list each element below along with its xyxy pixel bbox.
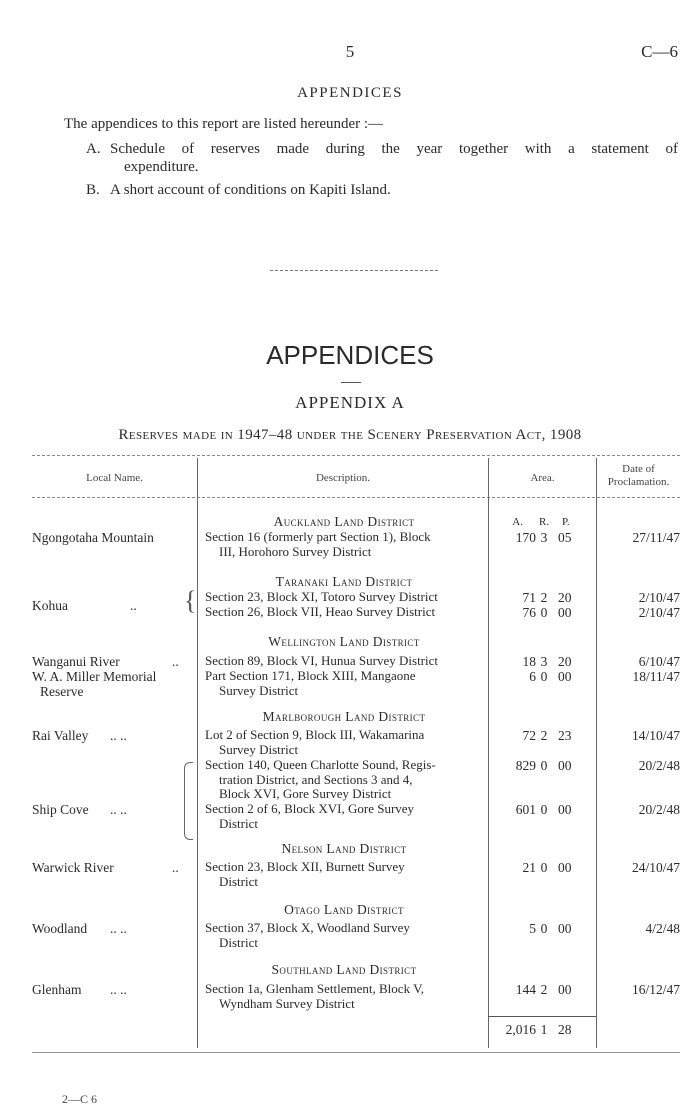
table-bottom-rule (32, 1052, 680, 1053)
proclamation-date: 27/11/47 (632, 530, 680, 545)
perches: 05 (558, 530, 572, 545)
appendix-list-item-a (86, 141, 678, 175)
table-top-rule (32, 455, 680, 456)
area-value (492, 654, 594, 669)
roods: 0 (540, 669, 548, 684)
district-heading: Taranaki Land District (275, 574, 413, 589)
description (205, 669, 485, 698)
area-value (492, 802, 594, 817)
description (205, 605, 485, 620)
unit-perches: P. (562, 516, 570, 528)
description-line: Section 1a, Glenham Settlement, Block V, (205, 981, 425, 996)
area-value (492, 728, 594, 743)
district-heading: Wellington Land District (268, 634, 420, 649)
acres: 21 (522, 860, 536, 875)
dot-leader: .. .. (110, 982, 127, 997)
district-heading: Auckland Land District (273, 514, 415, 529)
area-value (492, 860, 594, 875)
description (205, 654, 485, 669)
section-divider (270, 270, 438, 271)
brace-icon (184, 762, 193, 840)
dot-leader: .. (172, 860, 179, 875)
dot-leader: .. .. (110, 802, 127, 817)
page-footer: 2—C 6 (62, 1092, 98, 1106)
acres: 144 (515, 982, 536, 997)
appendices-heading: APPENDICES (297, 85, 403, 101)
perches: 20 (558, 590, 572, 605)
district-heading: Marlborough Land District (262, 709, 426, 724)
column-divider (596, 458, 597, 1048)
perches: 00 (558, 758, 572, 773)
local-name: Ngongotaha Mountain (32, 530, 154, 545)
area-value (492, 921, 594, 936)
acres: 72 (522, 728, 536, 743)
table-header-rule (32, 497, 680, 498)
description (205, 758, 485, 802)
header-date-line1: Date of (622, 463, 655, 475)
appendix-list-item-b (86, 182, 678, 199)
description-line: tration District, and Sections 3 and 4, (219, 771, 413, 787)
dot-leader: .. .. (110, 921, 127, 936)
description (205, 860, 485, 889)
roods: 2 (540, 590, 548, 605)
description (205, 530, 485, 559)
header-description: Description. (315, 472, 371, 484)
roods: 3 (540, 654, 548, 669)
proclamation-date: 20/2/48 (638, 758, 680, 773)
acres: 5 (529, 921, 536, 936)
district-heading: Otago Land District (284, 902, 404, 917)
area-value (492, 590, 594, 605)
header-area: Area. (530, 472, 555, 484)
appendix-a-heading: APPENDIX A (295, 393, 405, 412)
description-line: Section 16 (formerly part Section 1), Block (205, 529, 431, 544)
acres: 71 (522, 590, 536, 605)
proclamation-date: 20/2/48 (638, 802, 680, 817)
dot-leader: .. (130, 598, 137, 613)
description-line: District (219, 934, 258, 950)
total-acres: 2,016 (505, 1022, 536, 1037)
unit-acres: A. (512, 516, 523, 528)
item-label: B. (86, 182, 100, 198)
description-line: Section 2 of 6, Block XVI, Gore Survey (205, 801, 415, 816)
perches: 00 (558, 802, 572, 817)
total-perches: 28 (558, 1022, 572, 1037)
description-line: III, Horohoro Survey District (219, 543, 372, 559)
perches: 00 (558, 860, 572, 875)
roods: 0 (540, 605, 548, 620)
perches: 23 (558, 728, 572, 743)
title-rule (341, 382, 361, 383)
roods: 0 (540, 758, 548, 773)
district-heading: Southland Land District (271, 962, 417, 977)
description-line: Section 26, Block VII, Heao Survey District (205, 604, 436, 619)
area-total (492, 1022, 594, 1037)
roods: 0 (540, 921, 548, 936)
description-line: Section 23, Block XII, Burnett Survey (205, 859, 405, 874)
area-value (492, 530, 594, 545)
acres: 170 (515, 530, 536, 545)
description-line: District (219, 815, 258, 831)
description-line: Survey District (219, 741, 299, 757)
area-value (492, 982, 594, 997)
proclamation-date: 14/10/47 (631, 728, 680, 743)
local-name: Woodland (32, 921, 88, 936)
local-name: Warwick River (32, 860, 114, 875)
description-line: Survey District (219, 682, 299, 698)
description-line: Block XVI, Gore Survey District (219, 786, 392, 801)
roods: 2 (540, 728, 548, 743)
area-units (492, 515, 594, 530)
local-name: Rai Valley (32, 728, 89, 743)
roods: 2 (540, 982, 548, 997)
unit-roods: R. (539, 516, 550, 528)
description-line: Section 23, Block XI, Totoro Survey District (205, 589, 438, 604)
description (205, 728, 485, 757)
description-line: District (219, 873, 258, 889)
brace-icon: { (184, 586, 197, 615)
perches: 00 (558, 982, 572, 997)
total-rule (488, 1016, 596, 1017)
item-text-line1: A short account of conditions on Kapiti Island. (110, 182, 391, 198)
appendices-title: APPENDICES (266, 340, 434, 370)
dot-leader: .. (172, 654, 179, 669)
appendix-a-caption: Reserves made in 1947–48 under the Scenery Preservation Act, 1908 (118, 427, 582, 443)
proclamation-date: 18/11/47 (632, 669, 680, 684)
acres: 18 (522, 654, 536, 669)
description-line: Section 89, Block VI, Hunua Survey District (205, 653, 439, 668)
perches: 00 (558, 669, 572, 684)
description-line: Part Section 171, Block XIII, Mangaone (205, 668, 416, 683)
item-label: A. (86, 141, 101, 157)
item-text-line2: expenditure. (124, 159, 199, 175)
local-name-line: W. A. Miller Memorial (32, 669, 157, 684)
proclamation-date: 2/10/47 (638, 590, 680, 605)
header-date-line2: Proclamation. (607, 476, 670, 488)
area-value (492, 669, 594, 684)
proclamation-date: 2/10/47 (638, 605, 680, 620)
perches: 20 (558, 654, 572, 669)
proclamation-date: 24/10/47 (631, 860, 680, 875)
header-date (597, 463, 680, 489)
description (205, 802, 485, 831)
local-name: Ship Cove (32, 802, 89, 817)
acres: 6 (529, 669, 536, 684)
acres: 601 (515, 802, 536, 817)
description (205, 921, 485, 950)
acres: 76 (522, 605, 536, 620)
description-line: Wyndham Survey District (219, 995, 355, 1011)
local-name (32, 669, 156, 699)
description-line: Section 140, Queen Charlotte Sound, Regis- (205, 757, 436, 772)
appendices-intro: The appendices to this report are listed hereunder :— (64, 116, 384, 132)
roods: 0 (540, 802, 548, 817)
description (205, 982, 485, 1011)
dot-leader: .. .. (110, 728, 127, 743)
description-line: Lot 2 of Section 9, Block III, Wakamarina (205, 727, 425, 742)
column-divider (197, 458, 198, 1048)
acres: 829 (515, 758, 536, 773)
proclamation-date: 16/12/47 (631, 982, 680, 997)
header-local-name: Local Name. (86, 472, 143, 484)
local-name: Wanganui River (32, 654, 120, 669)
item-text-line1: Schedule of reserves made during the year together with a statement of (110, 141, 678, 157)
total-roods: 1 (540, 1022, 548, 1037)
perches: 00 (558, 605, 572, 620)
perches: 00 (558, 921, 572, 936)
description-line: Section 37, Block X, Woodland Survey (205, 920, 410, 935)
roods: 0 (540, 860, 548, 875)
local-name: Glenham (32, 982, 82, 997)
area-value (492, 605, 594, 620)
roods: 3 (540, 530, 548, 545)
description (205, 590, 485, 605)
page-number: 5 (345, 42, 355, 61)
column-divider (488, 458, 489, 1048)
page-reference: C—6 (641, 42, 678, 61)
proclamation-date: 4/2/48 (645, 921, 680, 936)
district-heading: Nelson Land District (281, 841, 407, 856)
area-value (492, 758, 594, 773)
local-name: Kohua (32, 598, 68, 613)
local-name-line: Reserve (40, 684, 84, 699)
proclamation-date: 6/10/47 (638, 654, 680, 669)
